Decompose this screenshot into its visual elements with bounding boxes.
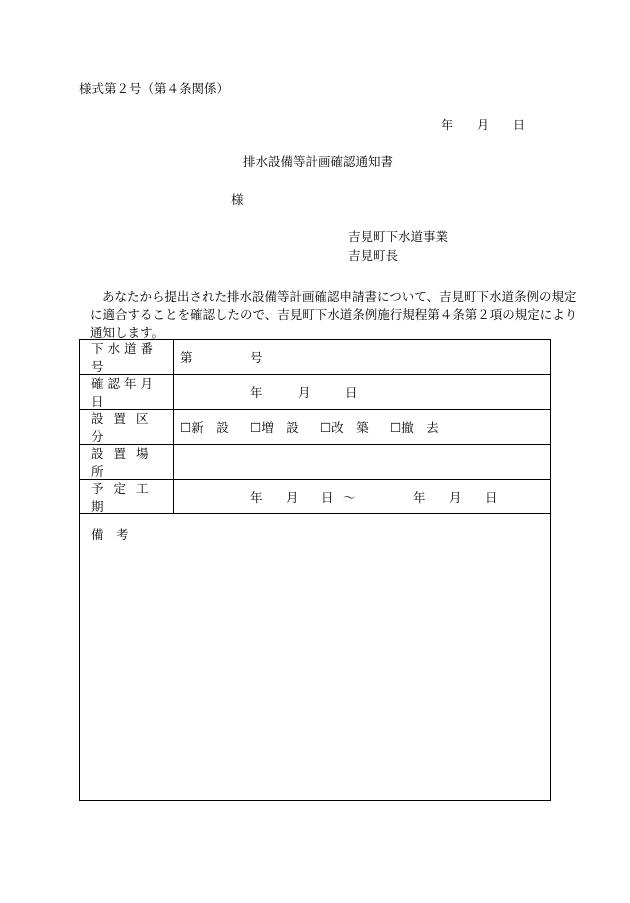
category-extension-checkbox[interactable]: ☐増 設 xyxy=(250,420,299,435)
category-removal-checkbox[interactable]: ☐撤 去 xyxy=(390,420,439,435)
label-confirm-date: 確認年月日 xyxy=(80,375,174,409)
issue-date xyxy=(441,119,525,131)
schedule-end-month: 月 xyxy=(449,489,462,505)
schedule-tilde: ～ xyxy=(343,489,356,505)
label-location: 設置場所 xyxy=(80,445,174,479)
label-schedule: 予定工期 xyxy=(80,480,174,513)
form-reference: 様式第２号（第４条関係） xyxy=(79,81,230,96)
body-line: あなたから提出された排水設備等計画確認申請書について、吉見町下水道条例の規定 xyxy=(102,289,577,304)
row-location xyxy=(80,445,550,480)
label-remarks: 備 考 xyxy=(91,527,129,542)
remarks-area[interactable] xyxy=(80,514,550,800)
schedule-start-month: 月 xyxy=(286,489,299,505)
document-title: 排水設備等計画確認通知書 xyxy=(243,154,394,169)
body-line: 通知します。 xyxy=(90,325,165,340)
schedule-start-day: 日 xyxy=(321,489,334,505)
confirm-month: 月 xyxy=(298,385,311,400)
schedule-start-year: 年 xyxy=(250,489,263,505)
category-new-checkbox[interactable]: ☐新 設 xyxy=(180,420,229,435)
issuer-organization: 吉見町下水道事業 xyxy=(348,229,449,244)
month-label: 月 xyxy=(477,118,490,132)
row-sewer-number xyxy=(80,340,550,375)
row-confirm-date xyxy=(80,375,550,410)
day-label: 日 xyxy=(513,118,526,132)
addressee-honorific: 様 xyxy=(231,192,244,207)
body-line: に適合することを確認したので、吉見町下水道条例施行規程第４条第２項の規定により xyxy=(90,307,578,322)
category-rebuild-checkbox[interactable]: ☐改 築 xyxy=(320,420,369,435)
issuer-title: 吉見町長 xyxy=(348,248,399,263)
schedule-end-year: 年 xyxy=(413,489,426,505)
label-category: 設置区分 xyxy=(80,410,174,444)
sewer-number-prefix: 第 xyxy=(180,350,193,365)
schedule-end-day: 日 xyxy=(485,489,498,505)
row-category xyxy=(80,410,550,445)
row-schedule xyxy=(80,480,550,514)
label-sewer-number: 下水道番号 xyxy=(80,340,174,374)
confirm-year: 年 xyxy=(250,385,263,400)
form-table xyxy=(79,339,551,801)
confirm-day: 日 xyxy=(345,385,358,400)
sewer-number-suffix: 号 xyxy=(250,350,263,365)
year-label: 年 xyxy=(441,118,454,132)
body-paragraph xyxy=(90,288,578,342)
